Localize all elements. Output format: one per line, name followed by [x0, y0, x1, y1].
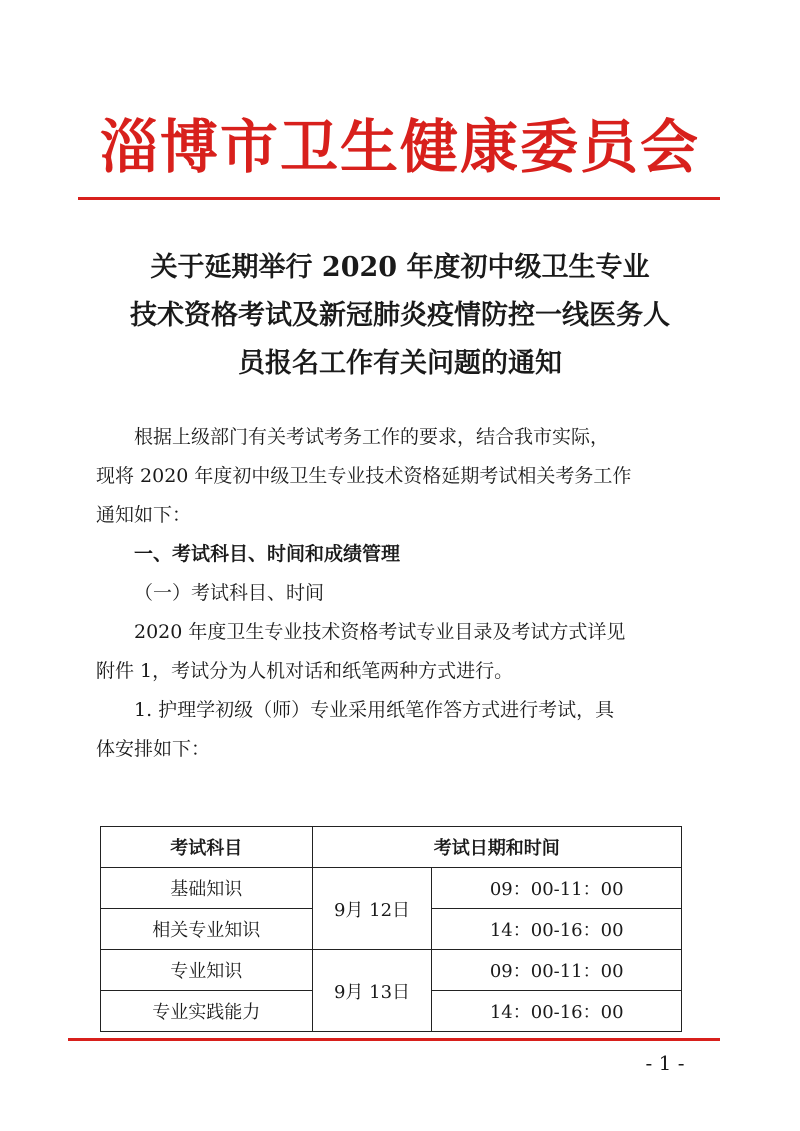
table-row [101, 868, 682, 909]
item-line: 体安排如下： [96, 738, 211, 760]
table-header-datetime: 考试日期和时间 [312, 827, 681, 868]
notice-title-line: 技术资格考试及新冠肺炎疫情防控一线医务人 [130, 300, 670, 331]
subsection-heading: （一）考试科目、时间 [134, 582, 325, 604]
table-header-subject: 考试科目 [101, 827, 313, 868]
intro-line: 根据上级部门有关考试考务工作的要求，结合我市实际， [134, 426, 610, 448]
page-number: - 1 - [645, 1051, 685, 1075]
section-heading: 一、考试科目、时间和成绩管理 [134, 543, 401, 565]
intro-line: 通知如下： [96, 504, 192, 526]
notice-title [60, 244, 740, 388]
paragraph-line: 2020 年度卫生专业技术资格考试专业目录及考试方式详见 [134, 621, 626, 643]
item-line: 1. 护理学初级（师）专业采用纸笔作答方式进行考试，具 [134, 699, 615, 721]
intro-line: 现将 2020 年度初中级卫生专业技术资格延期考试相关考务工作 [96, 465, 632, 487]
subject-cell: 专业实践能力 [101, 991, 313, 1032]
header-red-rule [78, 197, 720, 200]
date-cell: 9月 12日 [312, 868, 432, 950]
table-header-row [101, 827, 682, 868]
notice-body [96, 418, 706, 769]
subject-cell: 基础知识 [101, 868, 313, 909]
notice-title-line: 关于延期举行 2020 年度初中级卫生专业 [150, 252, 650, 283]
time-cell: 09：00-11：00 [432, 868, 682, 909]
subject-cell: 相关专业知识 [101, 909, 313, 950]
time-cell: 14：00-16：00 [432, 909, 682, 950]
subject-cell: 专业知识 [101, 950, 313, 991]
time-cell: 14：00-16：00 [432, 991, 682, 1032]
time-cell: 09：00-11：00 [432, 950, 682, 991]
table-row [101, 950, 682, 991]
issuer-header-title: 淄博市卫生健康委员会 [99, 113, 700, 181]
paragraph-line: 附件 1，考试分为人机对话和纸笔两种方式进行。 [96, 660, 514, 682]
notice-title-line: 员报名工作有关问题的通知 [238, 348, 562, 379]
exam-schedule-table [100, 826, 682, 1032]
footer-red-rule [68, 1038, 720, 1041]
date-cell: 9月 13日 [312, 950, 432, 1032]
